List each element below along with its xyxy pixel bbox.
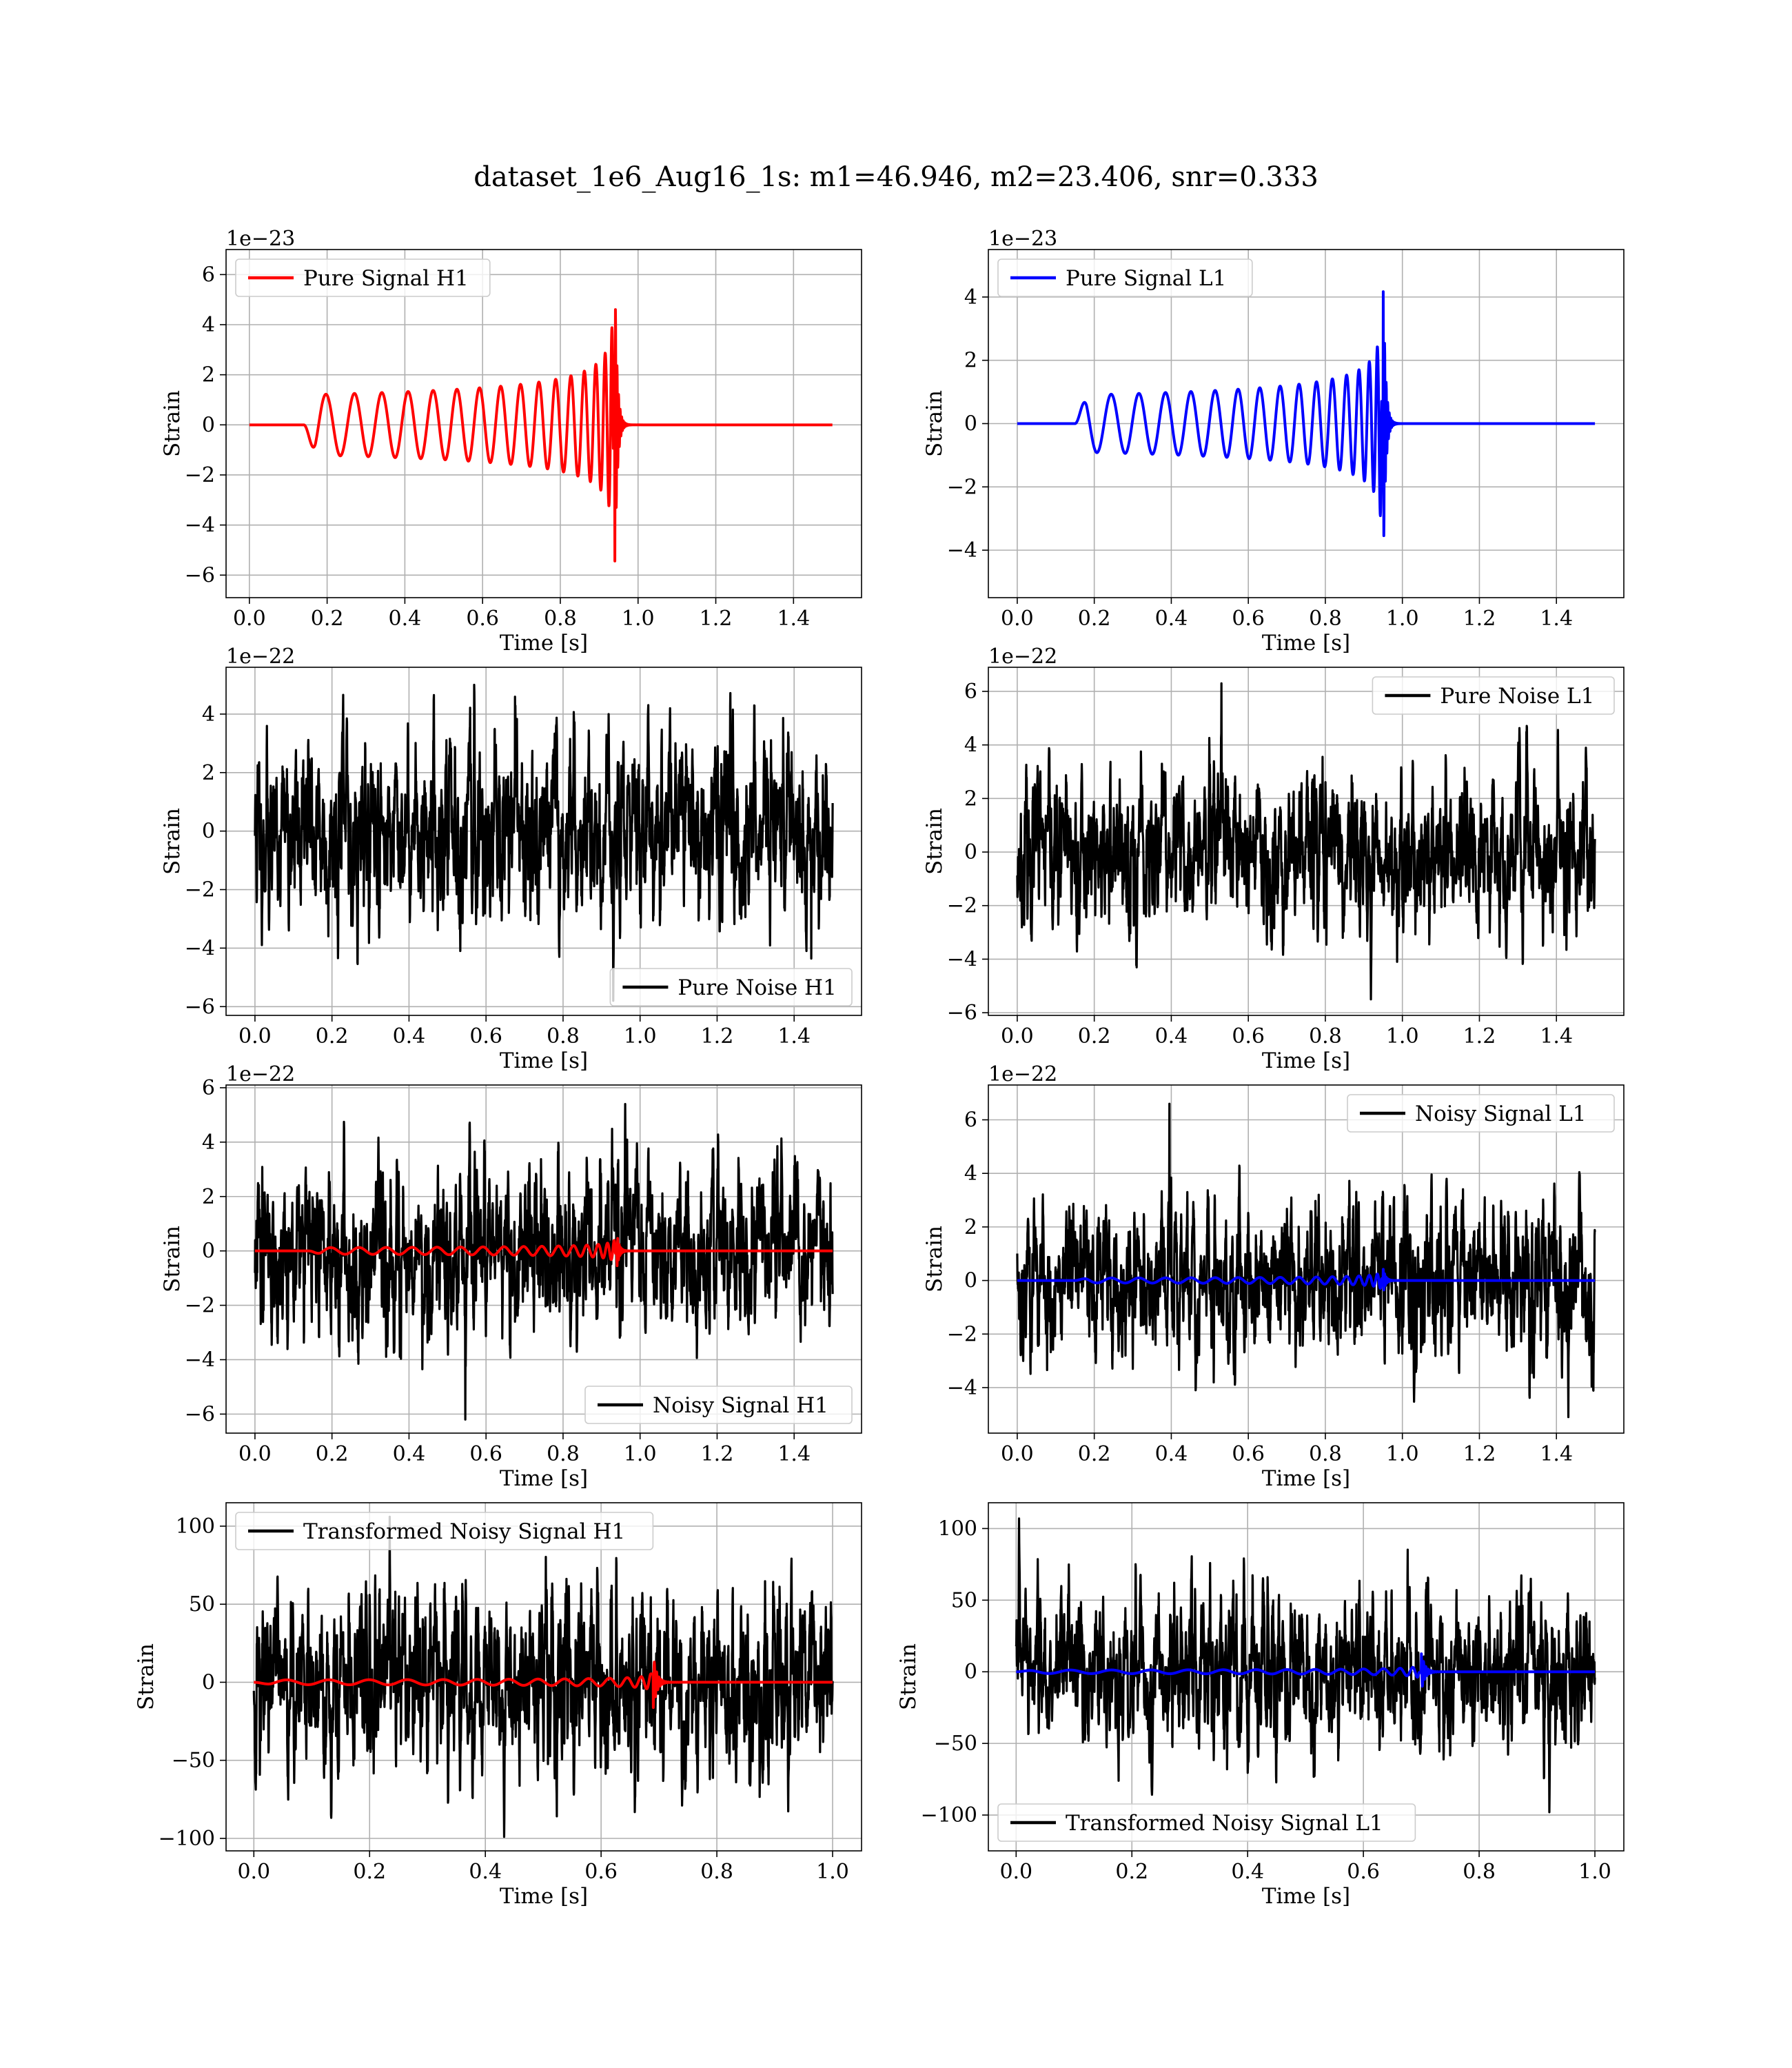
x-tick-label: 1.0 — [621, 607, 655, 631]
x-tick-label: 1.0 — [816, 1860, 849, 1884]
subplot-transformed-noisy-signal-l1 — [896, 1503, 1624, 1909]
y-tick-label: 0 — [964, 412, 977, 436]
noise-line-series-0 — [1017, 1104, 1595, 1417]
y-tick-label: 0 — [201, 413, 215, 438]
x-tick-label: 0.6 — [1232, 1442, 1265, 1466]
x-tick-label: 0.0 — [1001, 607, 1034, 631]
x-tick-label: 0.4 — [388, 607, 422, 631]
y-tick-label: −4 — [946, 1375, 977, 1400]
y-axis-label: Strain — [160, 808, 185, 875]
noise-line-series-0 — [1016, 1519, 1595, 1812]
x-tick-label: 1.2 — [700, 1024, 734, 1048]
y-tick-label: −2 — [184, 1293, 215, 1318]
y-tick-label: −2 — [184, 463, 215, 487]
y-axis-label: Strain — [922, 1226, 947, 1292]
x-tick-label: 0.2 — [1077, 1442, 1111, 1466]
x-tick-label: 1.2 — [1463, 1024, 1496, 1048]
y-tick-label: −4 — [184, 1348, 215, 1372]
x-tick-label: 0.8 — [1309, 607, 1342, 631]
x-tick-label: 1.4 — [1540, 1442, 1574, 1466]
y-axis-label: Strain — [160, 390, 185, 457]
y-tick-label: 2 — [201, 363, 215, 387]
y-tick-label: 4 — [201, 312, 215, 337]
legend — [236, 259, 490, 296]
y-tick-label: 4 — [964, 733, 977, 758]
series-group — [1017, 292, 1595, 536]
y-tick-label: 2 — [964, 348, 977, 373]
x-tick-label: 0.2 — [315, 1024, 349, 1048]
signal-line-series-0 — [250, 310, 833, 561]
x-tick-label: 0.4 — [1154, 1024, 1188, 1048]
x-tick-label: 0.0 — [232, 607, 266, 631]
x-tick-label: 0.6 — [584, 1860, 618, 1884]
offset-text: 1e−22 — [226, 1062, 296, 1086]
y-tick-label: −6 — [184, 995, 215, 1020]
series-group — [255, 1104, 833, 1420]
y-tick-label: 6 — [201, 263, 215, 287]
x-tick-label: 0.4 — [1154, 607, 1188, 631]
x-tick-label: 0.4 — [1154, 1442, 1188, 1466]
y-tick-label: 2 — [964, 1215, 977, 1239]
y-tick-label: −100 — [158, 1826, 215, 1851]
x-tick-label: 1.4 — [777, 1442, 811, 1466]
x-tick-label: 1.4 — [777, 1024, 811, 1048]
x-tick-label: 0.0 — [238, 1024, 272, 1048]
x-tick-label: 0.6 — [1232, 607, 1265, 631]
x-axis-label: Time [s] — [1261, 1466, 1351, 1491]
y-tick-label: −50 — [933, 1732, 977, 1756]
y-axis-label: Strain — [922, 390, 947, 457]
subplot-pure-noise-l1 — [922, 645, 1624, 1073]
y-tick-label: −6 — [184, 563, 215, 588]
x-tick-label: 0.0 — [237, 1860, 271, 1884]
x-axis-label: Time [s] — [499, 1048, 589, 1073]
y-tick-label: 0 — [201, 1670, 215, 1695]
x-axis-label: Time [s] — [1261, 1884, 1351, 1909]
y-tick-label: −6 — [184, 1402, 215, 1427]
y-tick-label: 2 — [201, 760, 215, 785]
y-tick-label: −4 — [946, 947, 977, 972]
x-tick-label: 1.4 — [777, 607, 811, 631]
x-axis-label: Time [s] — [1261, 1048, 1351, 1073]
x-tick-label: 0.6 — [469, 1442, 503, 1466]
subplot-noisy-signal-l1 — [922, 1062, 1624, 1491]
offset-text: 1e−22 — [988, 1062, 1058, 1086]
x-tick-label: 0.8 — [1309, 1024, 1342, 1048]
x-tick-label: 1.0 — [1385, 607, 1419, 631]
subplot-pure-noise-h1 — [160, 645, 862, 1073]
y-tick-label: 4 — [964, 285, 977, 310]
x-tick-label: 0.2 — [1115, 1860, 1149, 1884]
y-tick-label: 0 — [201, 819, 215, 844]
x-tick-label: 1.0 — [1385, 1024, 1419, 1048]
y-axis-label: Strain — [160, 1226, 185, 1292]
signal-line-series-0 — [1017, 292, 1595, 536]
y-tick-label: 0 — [201, 1239, 215, 1264]
x-tick-label: 1.0 — [1385, 1442, 1419, 1466]
x-tick-label: 1.2 — [700, 1442, 734, 1466]
y-tick-label: −100 — [920, 1803, 977, 1828]
x-tick-label: 0.2 — [310, 607, 344, 631]
legend — [1347, 1095, 1614, 1132]
x-tick-label: 0.4 — [1231, 1860, 1265, 1884]
y-axis-label: Strain — [922, 808, 947, 875]
x-tick-label: 1.4 — [1540, 607, 1574, 631]
legend-label: Pure Signal H1 — [303, 266, 469, 291]
x-tick-label: 0.4 — [392, 1442, 426, 1466]
legend-label: Noisy Signal H1 — [653, 1393, 828, 1418]
subplot-noisy-signal-h1 — [160, 1062, 862, 1491]
x-tick-label: 0.8 — [547, 1024, 580, 1048]
x-axis-label: Time [s] — [499, 631, 589, 656]
series-group — [1017, 1104, 1595, 1417]
series-group — [250, 310, 833, 561]
y-tick-label: −2 — [184, 878, 215, 902]
offset-text: 1e−23 — [226, 227, 296, 251]
y-tick-label: 6 — [964, 679, 977, 704]
x-tick-label: 1.0 — [623, 1442, 657, 1466]
y-tick-label: −2 — [946, 475, 977, 500]
x-tick-label: 1.0 — [1578, 1860, 1611, 1884]
x-tick-label: 0.0 — [999, 1860, 1033, 1884]
x-tick-label: 0.0 — [1001, 1024, 1034, 1048]
y-tick-label: 100 — [937, 1517, 977, 1541]
x-tick-label: 0.8 — [1463, 1860, 1496, 1884]
y-axis-label: Strain — [134, 1643, 159, 1710]
series-group — [254, 1517, 833, 1836]
y-tick-label: 0 — [964, 840, 977, 865]
y-axis-label: Strain — [896, 1643, 921, 1710]
y-tick-label: 100 — [175, 1514, 215, 1539]
x-tick-label: 0.8 — [1309, 1442, 1342, 1466]
offset-text: 1e−23 — [988, 227, 1058, 251]
noise-line-series-0 — [1017, 683, 1595, 999]
y-tick-label: −4 — [184, 936, 215, 961]
noise-line-series-0 — [255, 1104, 833, 1420]
x-tick-label: 0.6 — [466, 607, 500, 631]
x-axis-label: Time [s] — [499, 1884, 589, 1909]
legend-label: Noisy Signal L1 — [1415, 1102, 1587, 1126]
y-tick-label: −50 — [171, 1748, 215, 1773]
y-tick-label: 6 — [201, 1075, 215, 1100]
subplot-pure-signal-h1 — [160, 227, 862, 656]
y-tick-label: 4 — [201, 1130, 215, 1155]
subplot-transformed-noisy-signal-h1 — [134, 1503, 862, 1909]
x-tick-label: 1.0 — [623, 1024, 657, 1048]
noise-line-series-0 — [254, 1517, 833, 1836]
legend-label: Pure Noise L1 — [1440, 684, 1595, 709]
y-tick-label: 2 — [201, 1184, 215, 1209]
legend — [998, 259, 1252, 296]
y-tick-label: 50 — [188, 1592, 215, 1617]
x-tick-label: 0.4 — [469, 1860, 502, 1884]
x-tick-label: 0.2 — [315, 1442, 349, 1466]
y-tick-label: −4 — [946, 538, 977, 563]
x-tick-label: 1.2 — [1463, 1442, 1496, 1466]
y-tick-label: 6 — [964, 1108, 977, 1133]
legend — [236, 1512, 653, 1550]
x-tick-label: 0.4 — [392, 1024, 426, 1048]
legend — [998, 1804, 1415, 1841]
x-tick-label: 0.6 — [469, 1024, 503, 1048]
x-tick-label: 1.2 — [699, 607, 733, 631]
legend-label: Transformed Noisy Signal L1 — [1066, 1811, 1383, 1836]
legend — [1372, 677, 1614, 714]
figure-title: dataset_1e6_Aug16_1s: m1=46.946, m2=23.406, snr=0.333 — [474, 161, 1318, 193]
noise-line-series-0 — [255, 685, 833, 1000]
y-tick-label: 4 — [201, 702, 215, 727]
x-tick-label: 0.0 — [238, 1442, 272, 1466]
legend-label: Transformed Noisy Signal H1 — [303, 1519, 626, 1544]
x-tick-label: 0.6 — [1232, 1024, 1265, 1048]
subplot-pure-signal-l1 — [922, 227, 1624, 656]
offset-text: 1e−22 — [988, 645, 1058, 669]
x-tick-label: 0.2 — [1077, 1024, 1111, 1048]
y-tick-label: −2 — [946, 893, 977, 918]
series-group — [255, 685, 833, 1000]
x-axis-label: Time [s] — [499, 1466, 589, 1491]
x-tick-label: 1.2 — [1463, 607, 1496, 631]
x-tick-label: 0.8 — [547, 1442, 580, 1466]
x-tick-label: 0.6 — [1347, 1860, 1380, 1884]
x-tick-label: 0.2 — [353, 1860, 387, 1884]
y-tick-label: 0 — [964, 1660, 977, 1685]
x-tick-label: 0.8 — [700, 1860, 733, 1884]
legend-label: Pure Signal L1 — [1066, 266, 1227, 291]
subplot-grid — [134, 227, 1624, 1909]
series-group — [1016, 1519, 1595, 1812]
legend — [585, 1386, 852, 1423]
x-tick-label: 0.0 — [1001, 1442, 1034, 1466]
y-tick-label: 50 — [950, 1588, 977, 1613]
y-tick-label: 4 — [964, 1162, 977, 1186]
x-tick-label: 1.4 — [1540, 1024, 1574, 1048]
offset-text: 1e−22 — [226, 645, 296, 669]
y-tick-label: −2 — [946, 1322, 977, 1347]
x-tick-label: 0.8 — [544, 607, 577, 631]
x-tick-label: 0.2 — [1077, 607, 1111, 631]
y-tick-label: −4 — [184, 513, 215, 538]
legend-label: Pure Noise H1 — [678, 975, 837, 1000]
x-axis-label: Time [s] — [1261, 631, 1351, 656]
y-tick-label: 2 — [964, 787, 977, 811]
series-group — [1017, 683, 1595, 999]
y-tick-label: −6 — [946, 1001, 977, 1026]
y-tick-label: 0 — [964, 1268, 977, 1293]
legend — [610, 969, 852, 1006]
